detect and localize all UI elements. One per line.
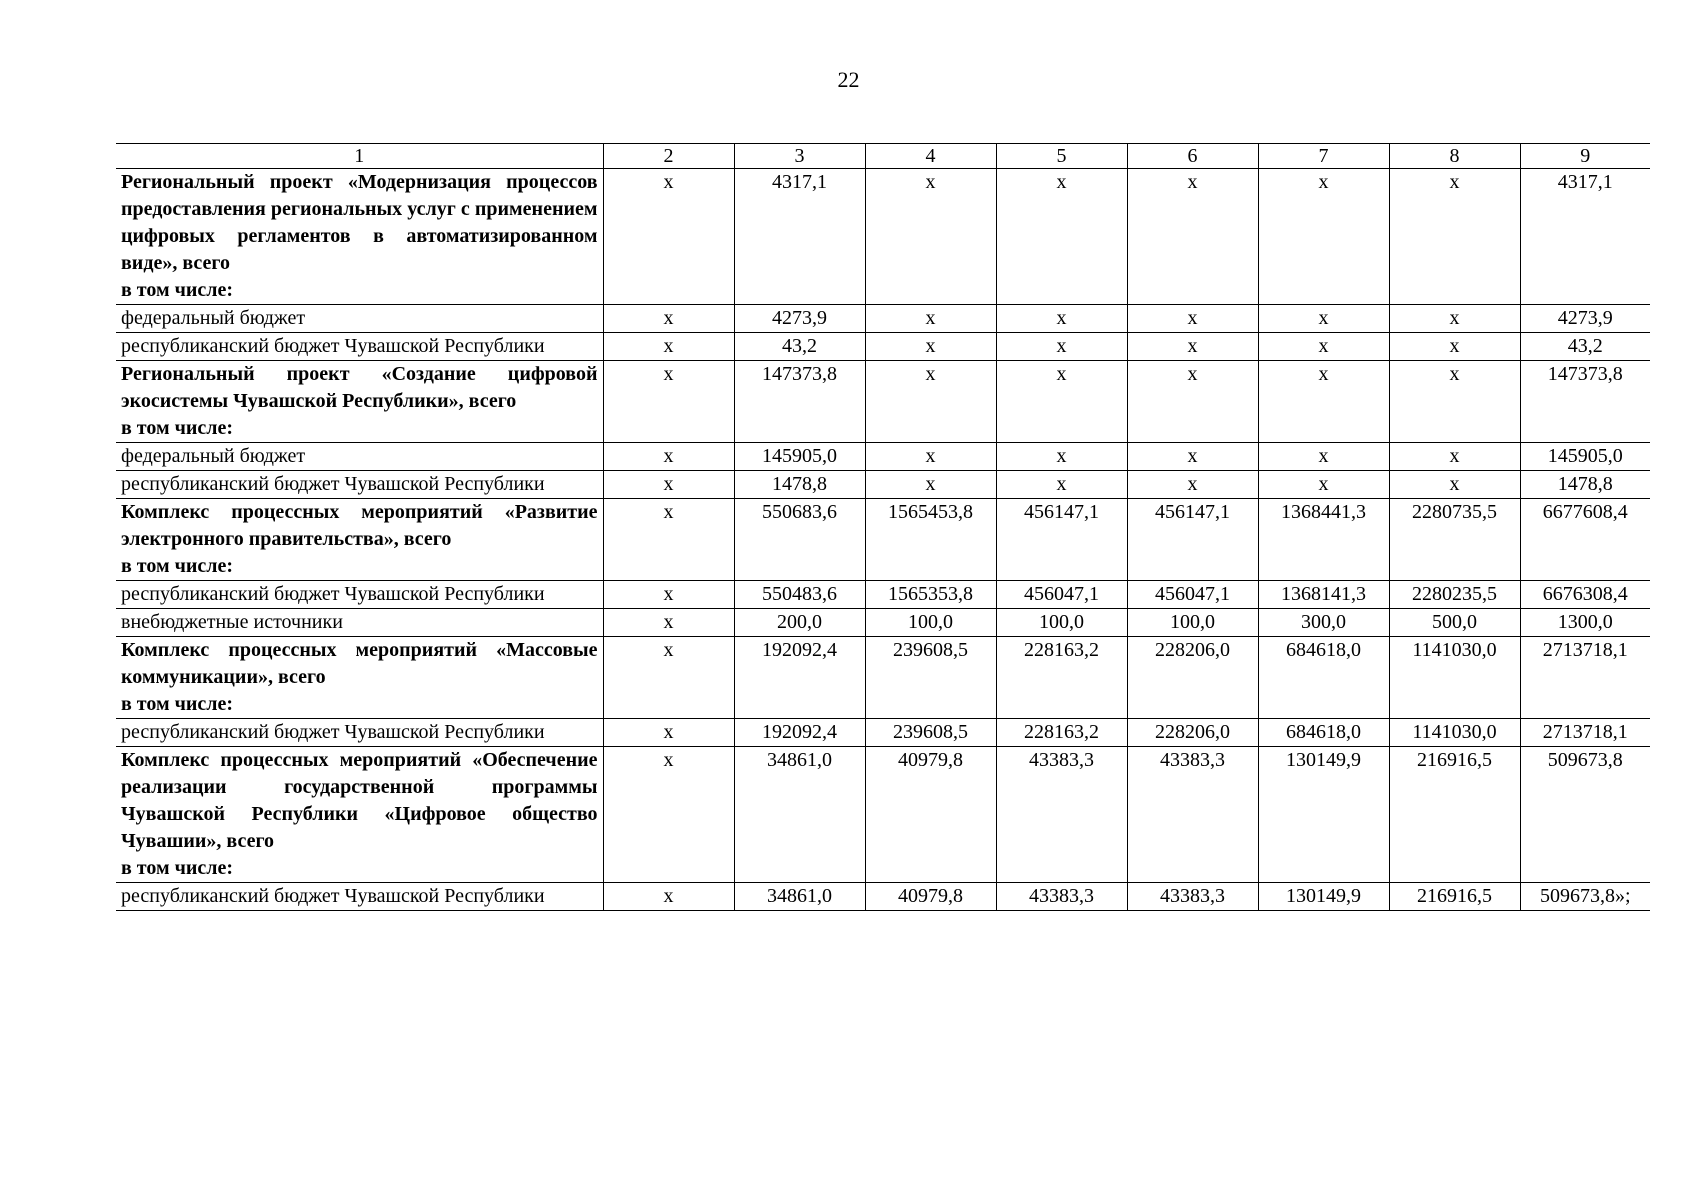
value-cell: 1300,0 [1520,609,1650,637]
column-header: 2 [603,144,734,169]
value-cell: х [1127,361,1258,443]
value-cell: 130149,9 [1258,747,1389,883]
value-cell: х [1389,471,1520,499]
value-cell: 6676308,4 [1520,581,1650,609]
value-cell: х [1127,169,1258,305]
value-cell: 1368141,3 [1258,581,1389,609]
value-cell: х [603,443,734,471]
row-label: республиканский бюджет Чувашской Республики [121,583,545,605]
page-number: 22 [837,67,860,92]
value-cell: 509673,8»; [1520,883,1650,911]
row-label: Комплекс процессных мероприятий «Массовые коммуникации», всего [121,639,598,688]
value-cell: х [865,169,996,305]
column-header: 5 [996,144,1127,169]
row-sublabel: в том числе: [121,693,234,715]
value-cell: 145905,0 [734,443,865,471]
value-cell: х [603,361,734,443]
value-cell: 43383,3 [1127,747,1258,883]
value-cell: 1368441,3 [1258,499,1389,581]
value-cell: 2280235,5 [1389,581,1520,609]
column-header: 6 [1127,144,1258,169]
table-row-section [116,361,1650,443]
table-row [116,471,1650,499]
value-cell: 100,0 [865,609,996,637]
row-label-cell [116,361,603,443]
value-cell: 239608,5 [865,637,996,719]
value-cell: х [603,305,734,333]
row-label: федеральный бюджет [121,445,306,467]
value-cell: х [865,443,996,471]
value-cell: х [1389,333,1520,361]
column-header: 1 [116,144,603,169]
value-cell: 4317,1 [1520,169,1650,305]
value-cell: 145905,0 [1520,443,1650,471]
value-cell: 1141030,0 [1389,719,1520,747]
table-body [116,169,1650,911]
value-cell: 456047,1 [996,581,1127,609]
value-cell: х [1258,443,1389,471]
table-row [116,333,1650,361]
value-cell: х [1127,471,1258,499]
value-cell: 40979,8 [865,883,996,911]
value-cell: 4273,9 [1520,305,1650,333]
value-cell: 228163,2 [996,637,1127,719]
value-cell: х [603,637,734,719]
row-label: Комплекс процессных мероприятий «Обеспечение реализации государственной программы Чувашской Республики «Цифровое общество Чувашии», всего [121,749,598,852]
value-cell: х [996,443,1127,471]
column-header: 7 [1258,144,1389,169]
value-cell: 43,2 [1520,333,1650,361]
row-label-cell [116,305,603,333]
table-row-section [116,747,1650,883]
value-cell: 1478,8 [734,471,865,499]
value-cell: 456147,1 [996,499,1127,581]
value-cell: х [1258,361,1389,443]
table-row-section [116,169,1650,305]
value-cell: 200,0 [734,609,865,637]
table-row [116,719,1650,747]
row-sublabel: в том числе: [121,279,234,301]
row-label-cell [116,333,603,361]
row-label: республиканский бюджет Чувашской Республики [121,885,545,907]
value-cell: 34861,0 [734,747,865,883]
value-cell: 1565353,8 [865,581,996,609]
row-label-cell [116,169,603,305]
value-cell: х [603,581,734,609]
value-cell: 509673,8 [1520,747,1650,883]
value-cell: 4273,9 [734,305,865,333]
row-label-cell [116,443,603,471]
table-row [116,443,1650,471]
value-cell: х [1258,333,1389,361]
value-cell: х [603,747,734,883]
row-label: республиканский бюджет Чувашской Республики [121,473,545,495]
value-cell: 456147,1 [1127,499,1258,581]
value-cell: 43383,3 [996,747,1127,883]
value-cell: х [603,471,734,499]
value-cell: х [1389,361,1520,443]
value-cell: 6677608,4 [1520,499,1650,581]
value-cell: 4317,1 [734,169,865,305]
row-label: республиканский бюджет Чувашской Республики [121,721,545,743]
column-header: 9 [1520,144,1650,169]
value-cell: х [996,471,1127,499]
value-cell: х [996,305,1127,333]
row-label: Комплекс процессных мероприятий «Развитие электронного правительства», всего [121,501,598,550]
value-cell: 130149,9 [1258,883,1389,911]
row-sublabel: в том числе: [121,857,234,879]
row-label: внебюджетные источники [121,611,343,633]
value-cell: х [865,361,996,443]
value-cell: х [996,361,1127,443]
table-row [116,609,1650,637]
value-cell: 147373,8 [734,361,865,443]
table-row-section [116,637,1650,719]
value-cell: х [1127,305,1258,333]
value-cell: 192092,4 [734,719,865,747]
value-cell: 228163,2 [996,719,1127,747]
value-cell: х [1389,305,1520,333]
row-label: федеральный бюджет [121,307,306,329]
value-cell: 239608,5 [865,719,996,747]
value-cell: 500,0 [1389,609,1520,637]
row-label-cell [116,637,603,719]
column-header: 8 [1389,144,1520,169]
value-cell: х [1258,169,1389,305]
table-row [116,305,1650,333]
value-cell: 216916,5 [1389,883,1520,911]
value-cell: 228206,0 [1127,637,1258,719]
value-cell: 43,2 [734,333,865,361]
row-label: республиканский бюджет Чувашской Республики [121,335,545,357]
value-cell: 1478,8 [1520,471,1650,499]
row-label-cell [116,747,603,883]
header-row [116,144,1650,169]
value-cell: х [865,305,996,333]
column-header: 4 [865,144,996,169]
row-label: Региональный проект «Модернизация процессов предоставления региональных услуг с применением цифровых регламентов в автоматизированном виде», всего [121,171,598,274]
value-cell: 100,0 [996,609,1127,637]
row-label-cell [116,883,603,911]
value-cell: х [865,471,996,499]
value-cell: 550483,6 [734,581,865,609]
value-cell: х [1258,471,1389,499]
value-cell: 684618,0 [1258,719,1389,747]
value-cell: х [1127,333,1258,361]
row-label-cell [116,719,603,747]
value-cell: 40979,8 [865,747,996,883]
value-cell: х [1389,169,1520,305]
row-label-cell [116,581,603,609]
row-sublabel: в том числе: [121,555,234,577]
value-cell: х [603,719,734,747]
value-cell: 43383,3 [996,883,1127,911]
value-cell: х [603,499,734,581]
value-cell: 684618,0 [1258,637,1389,719]
value-cell: 192092,4 [734,637,865,719]
value-cell: х [1127,443,1258,471]
value-cell: х [603,609,734,637]
value-cell: х [996,333,1127,361]
value-cell: 1565453,8 [865,499,996,581]
value-cell: 34861,0 [734,883,865,911]
value-cell: х [865,333,996,361]
value-cell: х [603,169,734,305]
row-label: Региональный проект «Создание цифровой экосистемы Чувашской Республики», всего [121,363,598,412]
row-label-cell [116,499,603,581]
value-cell: х [603,333,734,361]
value-cell: 43383,3 [1127,883,1258,911]
value-cell: х [603,883,734,911]
value-cell: х [996,169,1127,305]
value-cell: 100,0 [1127,609,1258,637]
value-cell: х [1389,443,1520,471]
table-row [116,581,1650,609]
value-cell: 2280735,5 [1389,499,1520,581]
value-cell: 550683,6 [734,499,865,581]
table-row-section [116,499,1650,581]
value-cell: 147373,8 [1520,361,1650,443]
row-sublabel: в том числе: [121,417,234,439]
row-label-cell [116,471,603,499]
value-cell: х [1258,305,1389,333]
value-cell: 300,0 [1258,609,1389,637]
value-cell: 2713718,1 [1520,719,1650,747]
value-cell: 216916,5 [1389,747,1520,883]
value-cell: 2713718,1 [1520,637,1650,719]
value-cell: 228206,0 [1127,719,1258,747]
value-cell: 456047,1 [1127,581,1258,609]
budget-table [116,143,1650,911]
value-cell: 1141030,0 [1389,637,1520,719]
row-label-cell [116,609,603,637]
column-header: 3 [734,144,865,169]
table-row [116,883,1650,911]
